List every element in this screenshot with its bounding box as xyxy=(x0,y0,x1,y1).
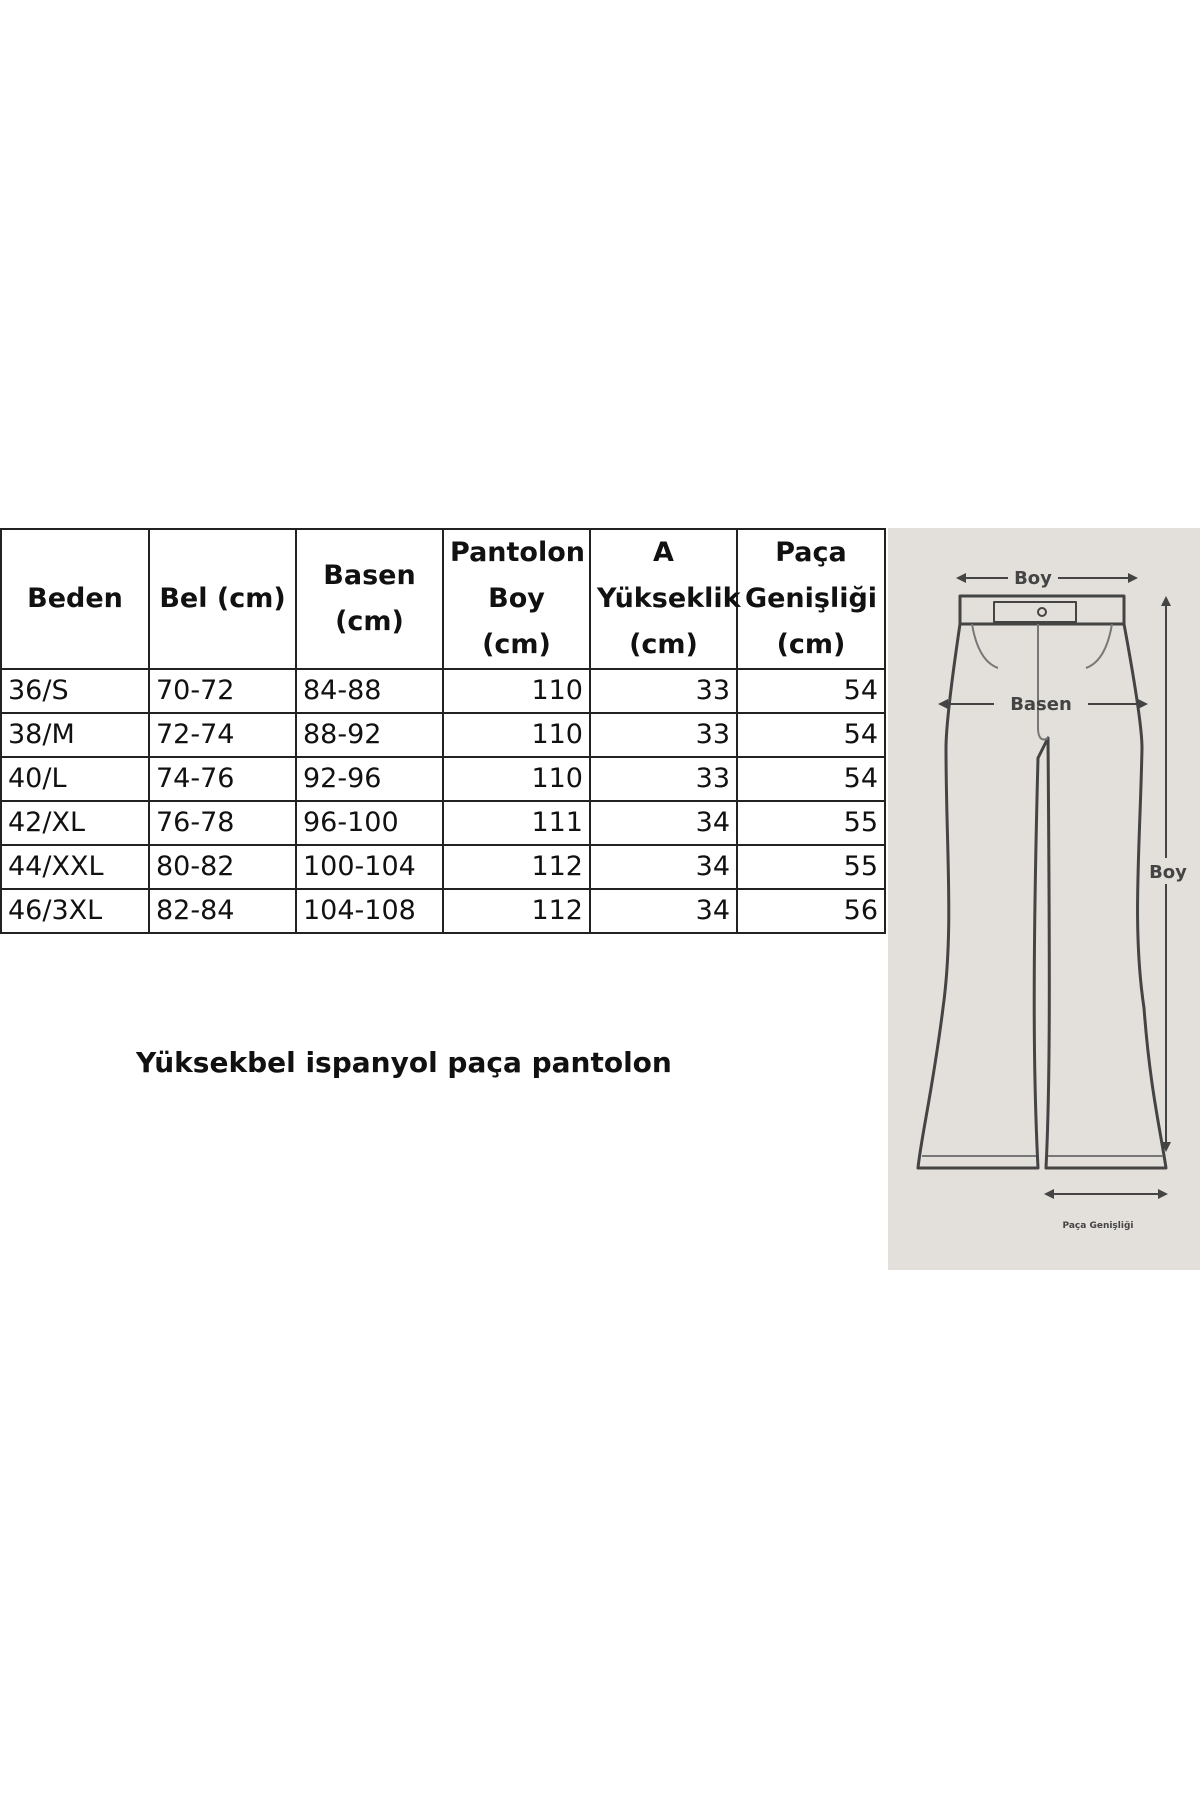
cell-basen: 88-92 xyxy=(296,713,443,757)
cell-pantolon-boy: 112 xyxy=(443,889,590,933)
cell-bel: 82-84 xyxy=(149,889,296,933)
table-row xyxy=(1,845,885,889)
cell-beden: 36/S xyxy=(1,669,149,713)
cell-bel: 70-72 xyxy=(149,669,296,713)
cell-bel: 80-82 xyxy=(149,845,296,889)
cell-basen: 84-88 xyxy=(296,669,443,713)
hip-label: Basen xyxy=(1010,694,1072,715)
cell-bel: 72-74 xyxy=(149,713,296,757)
cell-a-yukseklik: 34 xyxy=(590,801,737,845)
pants-diagram-svg xyxy=(888,528,1200,1270)
product-caption: Yüksekbel ispanyol paça pantolon xyxy=(136,1046,672,1079)
header-paca-genisligi: Paça Genişliği (cm) xyxy=(737,529,885,669)
cell-pantolon-boy: 110 xyxy=(443,713,590,757)
cell-pantolon-boy: 110 xyxy=(443,669,590,713)
waist-label: Boy xyxy=(1014,568,1052,589)
cell-paca-genisligi: 55 xyxy=(737,845,885,889)
hem-label: Paça Genişliği xyxy=(1062,1221,1134,1231)
size-chart-table xyxy=(0,528,886,934)
header-pantolon-boy: Pantolon Boy (cm) xyxy=(443,529,590,669)
pants-measurement-figure xyxy=(888,528,1200,1270)
cell-beden: 40/L xyxy=(1,757,149,801)
header-beden: Beden xyxy=(1,529,149,669)
cell-a-yukseklik: 34 xyxy=(590,889,737,933)
cell-paca-genisligi: 56 xyxy=(737,889,885,933)
table-row xyxy=(1,669,885,713)
cell-pantolon-boy: 111 xyxy=(443,801,590,845)
table-header-row xyxy=(1,529,885,669)
button-icon xyxy=(1038,608,1046,616)
cell-paca-genisligi: 54 xyxy=(737,669,885,713)
cell-a-yukseklik: 33 xyxy=(590,669,737,713)
cell-pantolon-boy: 112 xyxy=(443,845,590,889)
cell-a-yukseklik: 33 xyxy=(590,713,737,757)
cell-basen: 104-108 xyxy=(296,889,443,933)
table-row xyxy=(1,757,885,801)
cell-beden: 42/XL xyxy=(1,801,149,845)
cell-beden: 38/M xyxy=(1,713,149,757)
length-measure-arrow xyxy=(1149,598,1187,1150)
cell-a-yukseklik: 34 xyxy=(590,845,737,889)
cell-basen: 96-100 xyxy=(296,801,443,845)
pants-outline xyxy=(918,596,1166,1168)
cell-paca-genisligi: 54 xyxy=(737,713,885,757)
cell-bel: 76-78 xyxy=(149,801,296,845)
cell-bel: 74-76 xyxy=(149,757,296,801)
cell-pantolon-boy: 110 xyxy=(443,757,590,801)
cell-a-yukseklik: 33 xyxy=(590,757,737,801)
cell-beden: 44/XXL xyxy=(1,845,149,889)
header-basen: Basen (cm) xyxy=(296,529,443,669)
cell-basen: 100-104 xyxy=(296,845,443,889)
cell-paca-genisligi: 55 xyxy=(737,801,885,845)
table-row xyxy=(1,801,885,845)
hem-measure-arrow xyxy=(1046,1194,1166,1231)
header-a-yukseklik: A Yükseklik (cm) xyxy=(590,529,737,669)
table-row xyxy=(1,889,885,933)
cell-basen: 92-96 xyxy=(296,757,443,801)
cell-beden: 46/3XL xyxy=(1,889,149,933)
table-row xyxy=(1,713,885,757)
cell-paca-genisligi: 54 xyxy=(737,757,885,801)
hip-measure-arrow xyxy=(940,694,1146,715)
header-bel: Bel (cm) xyxy=(149,529,296,669)
waist-measure-arrow xyxy=(958,568,1136,589)
length-label: Boy xyxy=(1149,862,1187,883)
